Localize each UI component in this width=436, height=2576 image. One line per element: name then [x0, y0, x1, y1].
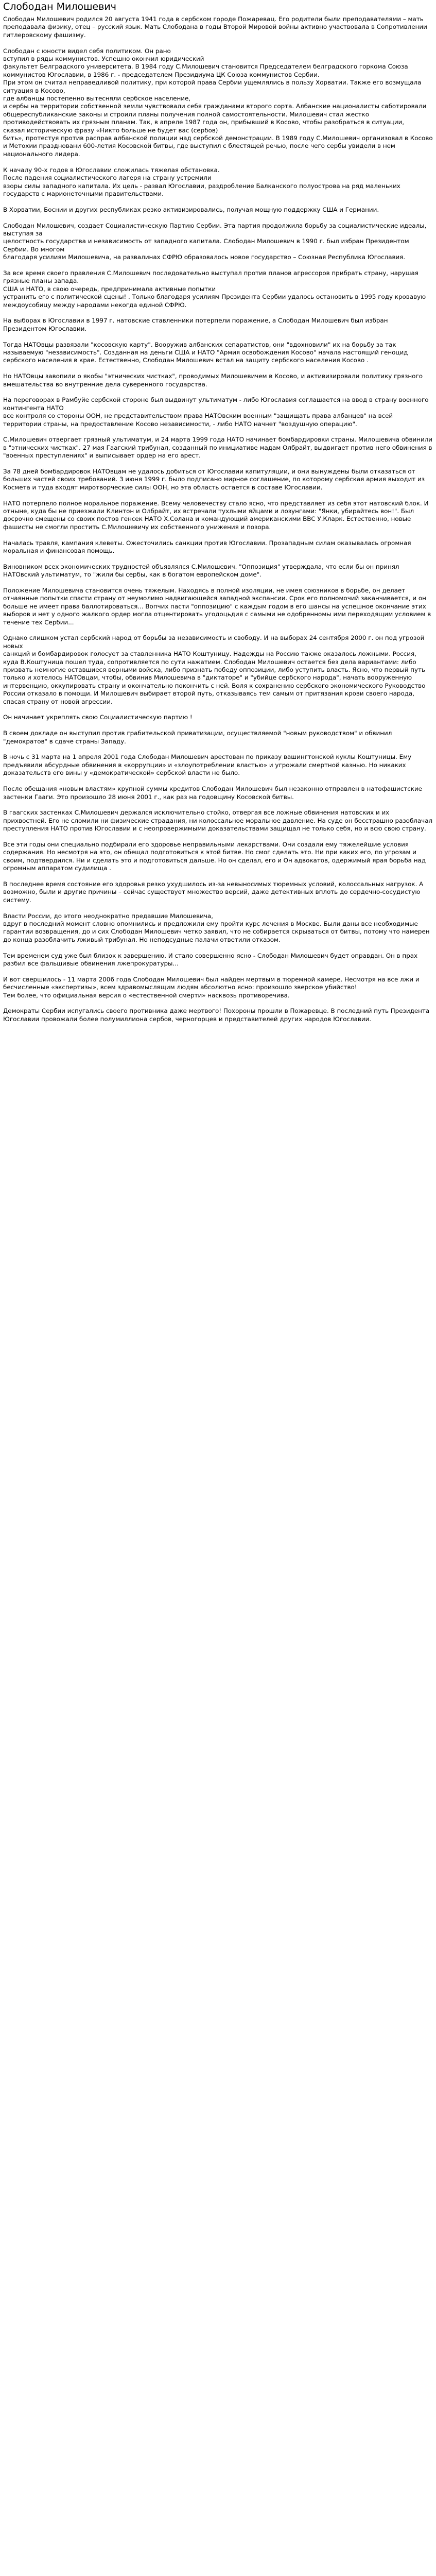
- article-paragraph: В ночь с 31 марта на 1 апреля 2001 года Слободан Милошевич арестован по приказу вашингтонской куклы Коштуницы. Ему предъявили абсурдные обвинения в «коррупции» и «злоупотреблении властью» и угрожали смертной казнью. Но никаких доказательств его вины у «демократической» сербской власти не было.: [3, 753, 412, 777]
- article-paragraph: Виновником всех экономических трудностей объявлялся С.Милошевич. "Оппозиция" утверждала, что если бы он принял НАТОвский ультиматум, то "жили бы сербы, как в богатом европейском доме".: [3, 563, 399, 579]
- article-paragraph: Началась травля, кампания клеветы. Ожесточились санкции против Югославии. Прозападным силам оказывалась огромная моральная и финансовая помощь.: [3, 539, 411, 555]
- article-paragraph: Демократы Сербии испугались своего противника даже мертвого! Похороны прошли в Пожаревце. В последний путь Президента Югославии провожали более полумиллиона сербов, черногорцев и представителей других народов Югославии.: [3, 1007, 430, 1023]
- article-paragraph: Однако слишком устал сербский народ от борьбы за независимость и свободу. И на выборах 24 сентября 2000 г. он под угрозой новых санкций и бомбардировок голосует за ставленника НАТО Коштуницу. Надежды на Россию также оказалось ложными. Россия, куда В.Коштуница пошел туда, сопротивляется по сути нажатием. Слободан Милошевич остается без дела вариантами: либо призвать немногие оставшиеся верными войска, либо признать победу оппозиции, либо уступить власть. Ясно, что первый путь только и хотелось НАТОвцам, чтобы, обвинив Милошевича в "диктаторе" и "убийце сербского народа", начать вооруженную интервенцию, оккупировать страну и окончательно покончить с ней. Воля к сохранению сербского экономического Руководство России отказало в помощи. И Милошевич выбирает второй путь, отказываясь тем самым от притязания крови своего народа, спасая страну от новой агрессии.: [3, 634, 426, 705]
- article-paragraph: Тогда НАТОвцы развязали "косовскую карту". Вооружив албанских сепаратистов, они "вдохновили" их на борьбу за так называемую "независимость". Созданная на деньги США и НАТО "Армия освобождения Косово" начала настоящий геноцид сербского населения в крае. Естественно, Слободан Милошевич встал на защиту сербского населения Косово .: [3, 341, 408, 364]
- article-title: Слободан Милошевич: [3, 1, 116, 12]
- document-page: [0, 0, 436, 1037]
- article-paragraph: За все время своего правления С.Милошевич последовательно выступал против планов агрессоров прибрать страну, нарушая грязные планы запада. США и НАТО, в свою очередь, предпринимала активные попытки устранить его с политической сцены! . Только благодаря усилиям Президента Сербии удалось остановить в 1995 году кровавую междоусобицу между народами некогда единой СФРЮ.: [3, 269, 426, 309]
- article-paragraph: Власти России, до этого неоднократно предавшие Милошевича, вдруг в последний момент словно опомнились и предложили ему пройти курс лечения в Москве. Были даны все необходимые гарантии возвращения, до и сих Слободан Милошевич четко заявил, что не собирается скрываться от битвы, потому что намерен до конца разоблачить лживый трибунал. Но неподсудные палачи ответили отказом.: [3, 912, 430, 943]
- article-paragraph: На выборах в Югославии в 1997 г. натовские ставленники потерпели поражение, а Слободан Милошевич был избран Президентом Югославии.: [3, 317, 388, 332]
- article-paragraph: И вот свершилось - 11 марта 2006 года Слободан Милошевич был найден мертвым в тюремной камере. Несмотря на все лжи и бесчисленные «экспертизы», всем здравомыслящим людям абсолютно ясно: произошло зверское убийство! Тем более, что официальная версия о «естественной смерти» насквозь противоречива.: [3, 975, 420, 999]
- article-paragraph: За 78 дней бомбардировок НАТОвцам не удалось добиться от Югославии капитуляции, и они вынуждены были отказаться от больших частей своих требований. 3 июня 1999 г. было подписано мирное соглашение, по которому сербская армия выходит из Космета и туда входят миротворческие силы ООН, но эта область остается в составе Югославии.: [3, 467, 425, 491]
- article-paragraph: На переговорах в Рамбуйе сербской стороне был выдвинут ультиматум - либо Югославия соглашается на ввод в страну военного контингента НАТО все контроля со стороны ООН, не представительством права НАТОвским военным "защищать права албанцев" на всей территории страны, на предоставление Косово независимости, - либо НАТО начнет "воздушную операцию".: [3, 396, 429, 428]
- article-paragraph: НАТО потерпело полное моральное поражение. Всему человечеству стало ясно, что представляет из себя этот натовский блок. И отныне, куда бы не приезжали Клинтон и Олбрайт, их встречали тухлыми яйцами и лозунгами: "Янки, убирайтесь вон!". Был досрочно смещены со своих постов генсек НАТО Х.Солана и командующий американскими ВВС У.Кларк. Естественно, новые фашисты не смогли простить С.Милошевичу их собственного унижения и позора.: [3, 499, 429, 531]
- article-paragraph: С.Милошевич отвергает грязный ультиматум, и 24 марта 1999 года НАТО начинает бомбардировки страны. Милошевича обвинили в "этнических чистках". 27 мая Гаагский трибунал, созданный по инициативе мадам Олбрайт, выдвигает против него обвинения в "военных преступлениях" и выписывает ордер на его арест.: [3, 436, 433, 460]
- article-paragraph: К началу 90-х годов в Югославии сложилась тяжелая обстановка. После падения социалистического лагеря на страну устремили взоры силы западного капитала. Их цель - развал Югославии, раздробление Балканского полуострова на ряд маленьких государств с марионеточными правительствами.: [3, 166, 400, 197]
- article-paragraph: В своем докладе он выступил против грабительской приватизации, осуществляемой "новым руководством" и обвинил "демократов" в сдаче страны Западу.: [3, 730, 392, 745]
- article-paragraph: Все эти годы они специально подбирали его здоровье неправильными лекарствами. Они создали ему тяжелейшие условия содержания. Но несмотря на это, он обещал подготовиться к этой битве. Но смог сделать это. Ни при каких его, по угрозам и своим, подтвердился. Ни и сделать это и подготовиться дальше. Но он сделал, его и Он адвокатов, одержимый ярая борьба над огромным аппаратом судилища .: [3, 840, 426, 872]
- article-paragraph: Слободан Милошевич, создает Социалистическую Партию Сербии. Эта партия продолжила борьбу за социалистические идеалы, выступая за целостность государства и независимость от западного капитала. Слободан Милошевич в 1990 г. был избран Президентом Сербии. Во многом благодаря усилиям Милошевича, на развалинах СФРЮ образовалось новое государство – Союзная Республика Югославия.: [3, 222, 427, 261]
- article-paragraph: Тем временем суд уже был близок к завершению. И стало совершенно ясно - Слободан Милошевич будет оправдан. Он в прах разбил все фальшивые обвинения лжепрокуратуры...: [3, 952, 418, 967]
- article-paragraph: Но НАТОвцы завопили о якобы "этнических чистках", проводимых Милошевичем в Косово, и активизировали политику грязного вмешательства во внутренние дела суверенного государства.: [3, 372, 423, 388]
- article-paragraph: После обещания «новым властям» крупной суммы кредитов Слободан Милошевич был незаконно отправлен в натофашистские застенки Гааги. Это произошло 28 июня 2001 г., как раз на годовщину Косовской битвы.: [3, 785, 422, 801]
- article-body: [3, 15, 433, 1023]
- article-paragraph: В гаагских застенках С.Милошевич держался исключительно стойко, отвергая все ложные обвинения натовских и их прихвостней. Его не сломили ни физические страдания, ни колоссальное моральное давление. На суде он бесстрашно разоблачал преступления НАТО против Югославии и с неопровержимыми доказательствами защищал не только себя, но и всю свою страну.: [3, 809, 433, 833]
- article-paragraph: В последнее время состояние его здоровья резко ухудшилось из-за невыносимых тюремных условий, колоссальных нагрузок. А возможно, были и другие причины – сейчас существует множество версий, даже детективных вплоть до сердечно-сосудистую систему.: [3, 880, 424, 904]
- article-paragraph: Слободан Милошевич родился 20 августа 1941 года в сербском городе Пожаревац. Его родители были преподавателями – мать преподавала физику, отец – русский язык. Мать Слободана в годы Второй Мировой войны активно участвовала в Сопротивлении гитлеровскому фашизму.: [3, 15, 427, 39]
- article-paragraph: Слободан с юности видел себя политиком. Он рано вступил в ряды коммунистов. Успешно окончил юридический факультет Белградского университета. В 1984 году С.Милошевич становится Председателем белградского горкома Союза коммунистов Югославии, в 1986 г. - председателем Президиума ЦК Союза коммунистов Сербии. При этом он считал неправедливой политику, при которой права Сербии ущемлялись в пользу Хорватии. Также его возмущала ситуация в Косово, где албанцы постепенно вытесняли сербское население, и сербы на территории собственной земли чувствовали себя гражданами второго сорта. Албанские националисты саботировали общереспубликанские законы и строили планы получения полной самостоятельности. Милошевич стал жестко противодействовать их грязным планам. Так, в апреле 1987 года он, прибывший в Косово, чтобы разобраться в ситуации, сказал историческую фразу «Никто больше не будет вас (сербов) бить», протестуя против расправ албанской полиции над сербской демонстрации. В 1989 году С.Милошевич организовал в Косово и Метохии праздновани 600-летия Косовской битвы, где выступил с блестящей речью, после чего сербы увидели в нем национального лидера.: [3, 47, 433, 158]
- article-paragraph: В Хорватии, Боснии и других республиках резко активизировались, получая мощную поддержку США и Германии.: [3, 206, 379, 213]
- article-paragraph: Он начинает укреплять свою Социалистическую партию !: [3, 714, 193, 721]
- article-paragraph: Положение Милошевича становится очень тяжелым. Находясь в полной изоляции, не имея союзников в борьбе, он делает отчаянные попытки спасти страну от неумолимо надвигающейся западной экспансии. Срок его полномочий заканчивается, и он больше не имеет права баллотироваться... Вопчих пасти "оппозицию" с каждым годом в его шансы на успешное окончание этих выборов и нет у одного жалкого ордер могла отцентировать угодоцьдия с самыми не одобренномы ими переходящим условием в течение тех Сербии...: [3, 587, 431, 626]
